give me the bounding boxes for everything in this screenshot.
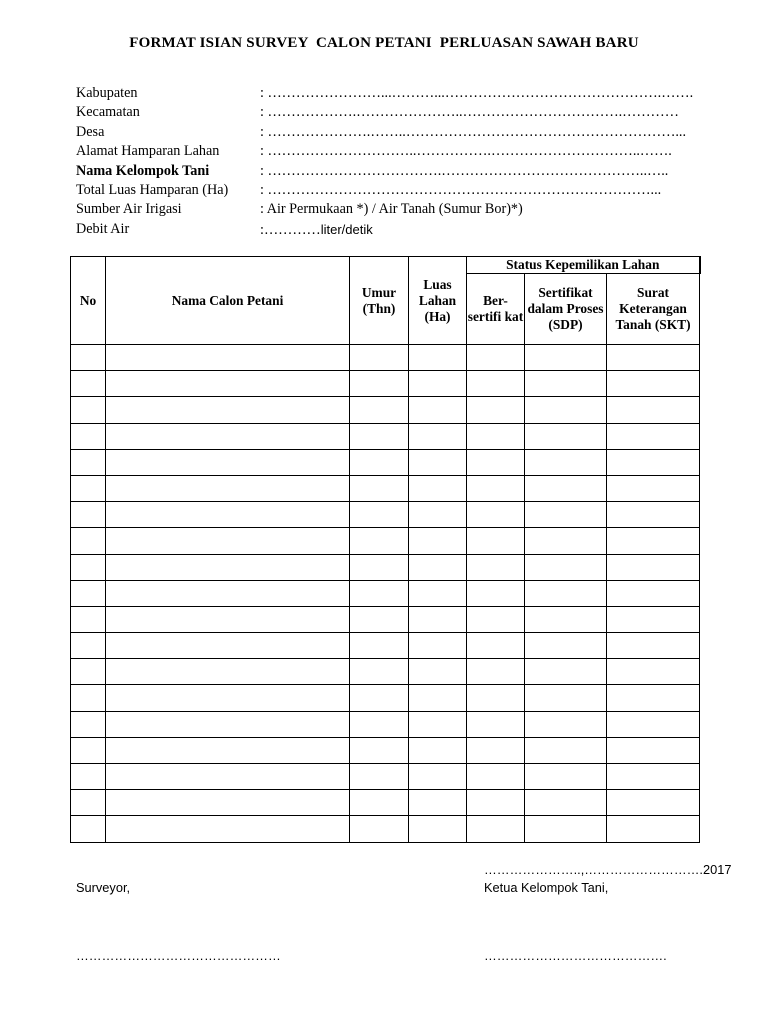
cell-no[interactable] — [71, 633, 106, 659]
field-label: Nama Kelompok Tani — [76, 162, 210, 179]
table-row — [71, 371, 700, 397]
cell-luas[interactable] — [409, 345, 467, 371]
table-row — [71, 737, 700, 763]
field-label: Debit Air — [76, 220, 130, 237]
cell-bersertifikat[interactable] — [467, 449, 525, 475]
debit-dots: :………… — [260, 221, 321, 238]
cell-luas[interactable] — [409, 685, 467, 711]
cell-luas[interactable] — [409, 449, 467, 475]
table-row — [71, 659, 700, 685]
cell-nama[interactable] — [106, 764, 350, 790]
cell-umur[interactable] — [350, 685, 409, 711]
cell-skt[interactable] — [607, 371, 700, 397]
cell-skt[interactable] — [607, 580, 700, 606]
field-desa — [76, 123, 716, 142]
field-kabupaten — [76, 84, 716, 103]
cell-sdp[interactable] — [525, 397, 607, 423]
table-row — [71, 449, 700, 475]
cell-luas[interactable] — [409, 816, 467, 842]
header-bersertifikat: Ber-sertifi kat — [467, 274, 525, 345]
cell-bersertifikat[interactable] — [467, 423, 525, 449]
table-row — [71, 764, 700, 790]
cell-sdp[interactable] — [525, 502, 607, 528]
field-value: : …………………………..…………….…………………………..……. — [260, 143, 672, 160]
cell-luas[interactable] — [409, 790, 467, 816]
header-sdp: Sertifikat dalam Proses (SDP) — [525, 274, 607, 345]
cell-no[interactable] — [71, 685, 106, 711]
cell-skt[interactable] — [607, 449, 700, 475]
field-kecamatan — [76, 103, 716, 122]
cell-skt[interactable] — [607, 554, 700, 580]
cell-luas[interactable] — [409, 475, 467, 501]
cell-luas[interactable] — [409, 711, 467, 737]
cell-sdp[interactable] — [525, 554, 607, 580]
field-nama-kelompok-tani — [76, 162, 716, 181]
cell-nama[interactable] — [106, 633, 350, 659]
cell-sdp[interactable] — [525, 764, 607, 790]
cell-luas[interactable] — [409, 528, 467, 554]
field-value: : ……………………...………...……………………………………….……. — [260, 85, 694, 101]
cell-no[interactable] — [71, 345, 106, 371]
cell-bersertifikat[interactable] — [467, 371, 525, 397]
table-row — [71, 475, 700, 501]
cell-skt[interactable] — [607, 659, 700, 685]
field-value: : ………………….……..…………………………………………………... — [260, 123, 687, 140]
cell-umur[interactable] — [350, 475, 409, 501]
field-value: : ……………….…………………..…………………………….………… — [260, 104, 679, 121]
header-no: No — [71, 257, 106, 345]
cell-umur[interactable] — [350, 554, 409, 580]
cell-bersertifikat[interactable] — [467, 711, 525, 737]
ketua-signature-line: ……………………………………. — [484, 948, 667, 963]
cell-sdp[interactable] — [525, 737, 607, 763]
cell-sdp[interactable] — [525, 371, 607, 397]
cell-no[interactable] — [71, 580, 106, 606]
cell-luas[interactable] — [409, 580, 467, 606]
cell-umur[interactable] — [350, 345, 409, 371]
cell-bersertifikat[interactable] — [467, 606, 525, 632]
field-debit-air — [76, 220, 716, 239]
surveyor-label: Surveyor, — [76, 880, 131, 895]
header-luas-lahan: Luas Lahan (Ha) — [409, 257, 467, 345]
cell-bersertifikat[interactable] — [467, 397, 525, 423]
cell-no[interactable] — [71, 606, 106, 632]
cell-no[interactable] — [71, 475, 106, 501]
table-row — [71, 633, 700, 659]
cell-luas[interactable] — [409, 606, 467, 632]
header-umur: Umur (Thn) — [350, 257, 409, 345]
table-row — [71, 345, 700, 371]
cell-nama[interactable] — [106, 475, 350, 501]
cell-umur[interactable] — [350, 711, 409, 737]
field-label: Kabupaten — [76, 85, 138, 101]
cell-skt[interactable] — [607, 764, 700, 790]
field-alamat-hamparan — [76, 142, 716, 161]
cell-no[interactable] — [71, 449, 106, 475]
cell-umur[interactable] — [350, 606, 409, 632]
cell-bersertifikat[interactable] — [467, 764, 525, 790]
field-value: : ………………………………………………………………………... — [260, 181, 662, 198]
field-label: Alamat Hamparan Lahan — [76, 143, 220, 160]
cell-skt[interactable] — [607, 633, 700, 659]
cell-nama[interactable] — [106, 580, 350, 606]
cell-sdp[interactable] — [525, 475, 607, 501]
cell-skt[interactable] — [607, 502, 700, 528]
cell-no[interactable] — [71, 502, 106, 528]
header-nama-calon-petani: Nama Calon Petani — [106, 257, 350, 345]
table-row — [71, 790, 700, 816]
candidate-farmer-table — [70, 256, 701, 843]
cell-nama[interactable] — [106, 502, 350, 528]
cell-no[interactable] — [71, 659, 106, 685]
cell-no[interactable] — [71, 528, 106, 554]
cell-nama[interactable] — [106, 659, 350, 685]
cell-nama[interactable] — [106, 816, 350, 842]
field-label: Desa — [76, 123, 105, 140]
cell-sdp[interactable] — [525, 580, 607, 606]
cell-luas[interactable] — [409, 764, 467, 790]
cell-no[interactable] — [71, 397, 106, 423]
cell-umur[interactable] — [350, 659, 409, 685]
cell-no[interactable] — [71, 554, 106, 580]
cell-luas[interactable] — [409, 502, 467, 528]
cell-skt[interactable] — [607, 737, 700, 763]
cell-sdp[interactable] — [525, 711, 607, 737]
cell-skt[interactable] — [607, 790, 700, 816]
table-row — [71, 554, 700, 580]
cell-no[interactable] — [71, 737, 106, 763]
identity-fields — [76, 84, 716, 239]
cell-sdp[interactable] — [525, 685, 607, 711]
cell-sdp[interactable] — [525, 790, 607, 816]
cell-nama[interactable] — [106, 449, 350, 475]
cell-nama[interactable] — [106, 345, 350, 371]
cell-luas[interactable] — [409, 397, 467, 423]
cell-skt[interactable] — [607, 345, 700, 371]
cell-skt[interactable] — [607, 528, 700, 554]
cell-nama[interactable] — [106, 711, 350, 737]
cell-bersertifikat[interactable] — [467, 790, 525, 816]
cell-nama[interactable] — [106, 790, 350, 816]
cell-skt[interactable] — [607, 606, 700, 632]
cell-bersertifikat[interactable] — [467, 502, 525, 528]
cell-no[interactable] — [71, 764, 106, 790]
cell-sdp[interactable] — [525, 528, 607, 554]
cell-sdp[interactable] — [525, 659, 607, 685]
cell-nama[interactable] — [106, 606, 350, 632]
cell-skt[interactable] — [607, 816, 700, 842]
cell-nama[interactable] — [106, 554, 350, 580]
debit-unit: liter/detik — [320, 221, 373, 237]
field-total-luas — [76, 181, 716, 200]
header-status-kepemilikan: Status Kepemilikan Lahan — [467, 257, 700, 274]
cell-luas[interactable] — [409, 737, 467, 763]
cell-bersertifikat[interactable] — [467, 528, 525, 554]
cell-bersertifikat[interactable] — [467, 633, 525, 659]
cell-no[interactable] — [71, 371, 106, 397]
field-value — [260, 220, 373, 240]
cell-bersertifikat[interactable] — [467, 737, 525, 763]
cell-skt[interactable] — [607, 685, 700, 711]
cell-umur[interactable] — [350, 502, 409, 528]
cell-nama[interactable] — [106, 528, 350, 554]
cell-no[interactable] — [71, 816, 106, 842]
cell-umur[interactable] — [350, 371, 409, 397]
table-row — [71, 397, 700, 423]
cell-skt[interactable] — [607, 423, 700, 449]
cell-umur[interactable] — [350, 737, 409, 763]
field-value: : Air Permukaan *) / Air Tanah (Sumur Bor)*) — [260, 201, 523, 218]
date-line: …………………..,……………………….2017 — [484, 862, 732, 877]
cell-umur[interactable] — [350, 633, 409, 659]
cell-luas[interactable] — [409, 423, 467, 449]
table-row — [71, 423, 700, 449]
cell-nama[interactable] — [106, 397, 350, 423]
surveyor-signature-line: ………………………………………… — [76, 948, 281, 963]
cell-bersertifikat[interactable] — [467, 580, 525, 606]
cell-umur[interactable] — [350, 580, 409, 606]
table-body — [71, 345, 700, 843]
cell-luas[interactable] — [409, 371, 467, 397]
table-row — [71, 711, 700, 737]
cell-umur[interactable] — [350, 423, 409, 449]
cell-umur[interactable] — [350, 816, 409, 842]
cell-sdp[interactable] — [525, 816, 607, 842]
cell-sdp[interactable] — [525, 345, 607, 371]
cell-umur[interactable] — [350, 790, 409, 816]
field-label: Sumber Air Irigasi — [76, 201, 182, 218]
cell-umur[interactable] — [350, 449, 409, 475]
field-label: Kecamatan — [76, 104, 140, 121]
cell-bersertifikat[interactable] — [467, 345, 525, 371]
cell-nama[interactable] — [106, 371, 350, 397]
cell-skt[interactable] — [607, 475, 700, 501]
table-row — [71, 502, 700, 528]
table-row — [71, 606, 700, 632]
cell-bersertifikat[interactable] — [467, 554, 525, 580]
ketua-kelompok-label: Ketua Kelompok Tani, — [484, 880, 609, 895]
cell-sdp[interactable] — [525, 449, 607, 475]
cell-luas[interactable] — [409, 633, 467, 659]
cell-no[interactable] — [71, 790, 106, 816]
field-label: Total Luas Hamparan (Ha) — [76, 181, 229, 198]
cell-sdp[interactable] — [525, 423, 607, 449]
cell-umur[interactable] — [350, 528, 409, 554]
cell-bersertifikat[interactable] — [467, 475, 525, 501]
cell-luas[interactable] — [409, 659, 467, 685]
table-row — [71, 816, 700, 842]
cell-bersertifikat[interactable] — [467, 685, 525, 711]
table-row — [71, 580, 700, 606]
cell-umur[interactable] — [350, 764, 409, 790]
cell-nama[interactable] — [106, 423, 350, 449]
field-sumber-air — [76, 200, 716, 219]
cell-sdp[interactable] — [525, 606, 607, 632]
cell-nama[interactable] — [106, 737, 350, 763]
cell-bersertifikat[interactable] — [467, 816, 525, 842]
cell-luas[interactable] — [409, 554, 467, 580]
cell-nama[interactable] — [106, 685, 350, 711]
form-title: FORMAT ISIAN SURVEY CALON PETANI PERLUASAN SAWAH BARU — [129, 35, 639, 51]
cell-sdp[interactable] — [525, 633, 607, 659]
field-value: : ……………………………….……………………………………..….. — [260, 162, 669, 179]
cell-bersertifikat[interactable] — [467, 659, 525, 685]
cell-umur[interactable] — [350, 397, 409, 423]
header-skt: Surat Keterangan Tanah (SKT) — [607, 274, 700, 345]
cell-no[interactable] — [71, 423, 106, 449]
cell-no[interactable] — [71, 711, 106, 737]
table-row — [71, 685, 700, 711]
table-row — [71, 528, 700, 554]
cell-skt[interactable] — [607, 711, 700, 737]
cell-skt[interactable] — [607, 397, 700, 423]
